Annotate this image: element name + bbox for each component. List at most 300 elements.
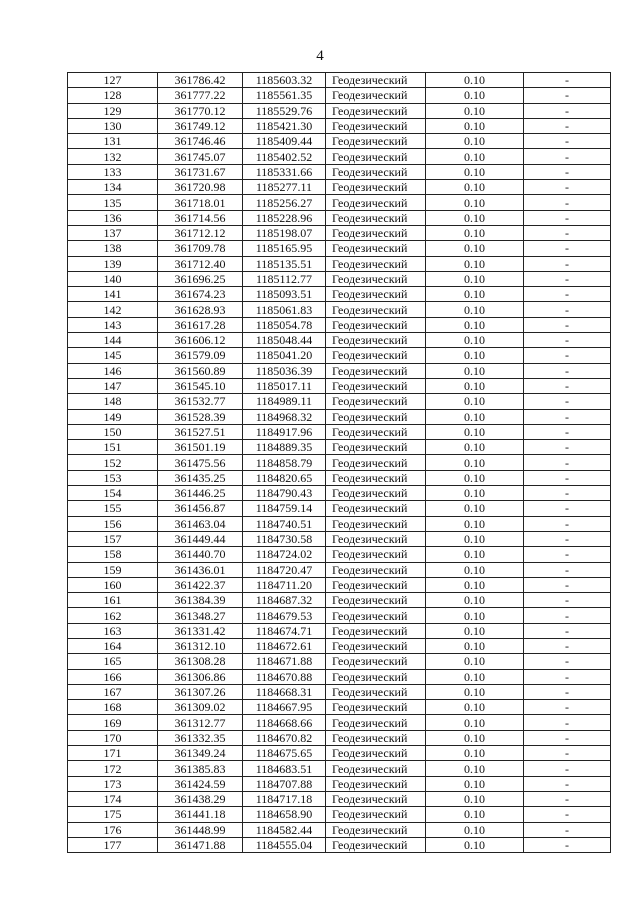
accuracy-cell: 0.10 <box>426 210 524 225</box>
accuracy-cell: 0.10 <box>426 378 524 393</box>
note-cell: - <box>524 684 611 699</box>
accuracy-cell: 0.10 <box>426 669 524 684</box>
note-cell: - <box>524 103 611 118</box>
table-row <box>68 317 611 332</box>
accuracy-cell: 0.10 <box>426 455 524 470</box>
y-coordinate-cell: 1185036.39 <box>243 363 326 378</box>
accuracy-cell: 0.10 <box>426 287 524 302</box>
note-cell: - <box>524 623 611 638</box>
note-cell: - <box>524 531 611 546</box>
table-row <box>68 256 611 271</box>
note-cell: - <box>524 837 611 852</box>
y-coordinate-cell: 1185228.96 <box>243 210 326 225</box>
accuracy-cell: 0.10 <box>426 822 524 837</box>
y-coordinate-cell: 1185048.44 <box>243 333 326 348</box>
y-coordinate-cell: 1185529.76 <box>243 103 326 118</box>
y-coordinate-cell: 1184670.82 <box>243 730 326 745</box>
accuracy-cell: 0.10 <box>426 256 524 271</box>
y-coordinate-cell: 1185409.44 <box>243 134 326 149</box>
y-coordinate-cell: 1184730.58 <box>243 531 326 546</box>
point-number-cell: 155 <box>68 501 158 516</box>
x-coordinate-cell: 361712.12 <box>158 225 243 240</box>
method-cell: Геодезический <box>326 149 426 164</box>
table-row <box>68 608 611 623</box>
table-row <box>68 409 611 424</box>
x-coordinate-cell: 361718.01 <box>158 195 243 210</box>
point-number-cell: 137 <box>68 225 158 240</box>
accuracy-cell: 0.10 <box>426 164 524 179</box>
x-coordinate-cell: 361309.02 <box>158 700 243 715</box>
x-coordinate-cell: 361714.56 <box>158 210 243 225</box>
accuracy-cell: 0.10 <box>426 593 524 608</box>
accuracy-cell: 0.10 <box>426 807 524 822</box>
table-row <box>68 180 611 195</box>
y-coordinate-cell: 1184670.88 <box>243 669 326 684</box>
x-coordinate-cell: 361348.27 <box>158 608 243 623</box>
y-coordinate-cell: 1184668.31 <box>243 684 326 699</box>
method-cell: Геодезический <box>326 180 426 195</box>
accuracy-cell: 0.10 <box>426 195 524 210</box>
accuracy-cell: 0.10 <box>426 654 524 669</box>
accuracy-cell: 0.10 <box>426 424 524 439</box>
method-cell: Геодезический <box>326 287 426 302</box>
x-coordinate-cell: 361312.10 <box>158 638 243 653</box>
accuracy-cell: 0.10 <box>426 761 524 776</box>
point-number-cell: 145 <box>68 348 158 363</box>
note-cell: - <box>524 424 611 439</box>
table-row <box>68 225 611 240</box>
x-coordinate-cell: 361385.83 <box>158 761 243 776</box>
x-coordinate-cell: 361306.86 <box>158 669 243 684</box>
x-coordinate-cell: 361628.93 <box>158 302 243 317</box>
method-cell: Геодезический <box>326 333 426 348</box>
point-number-cell: 164 <box>68 638 158 653</box>
y-coordinate-cell: 1184683.51 <box>243 761 326 776</box>
note-cell: - <box>524 333 611 348</box>
y-coordinate-cell: 1184658.90 <box>243 807 326 822</box>
point-number-cell: 169 <box>68 715 158 730</box>
accuracy-cell: 0.10 <box>426 531 524 546</box>
note-cell: - <box>524 378 611 393</box>
table-row <box>68 746 611 761</box>
y-coordinate-cell: 1184667.95 <box>243 700 326 715</box>
accuracy-cell: 0.10 <box>426 333 524 348</box>
point-number-cell: 158 <box>68 547 158 562</box>
accuracy-cell: 0.10 <box>426 623 524 638</box>
accuracy-cell: 0.10 <box>426 363 524 378</box>
x-coordinate-cell: 361424.59 <box>158 776 243 791</box>
x-coordinate-cell: 361617.28 <box>158 317 243 332</box>
accuracy-cell: 0.10 <box>426 394 524 409</box>
point-number-cell: 172 <box>68 761 158 776</box>
accuracy-cell: 0.10 <box>426 180 524 195</box>
y-coordinate-cell: 1184717.18 <box>243 791 326 806</box>
x-coordinate-cell: 361448.99 <box>158 822 243 837</box>
accuracy-cell: 0.10 <box>426 73 524 88</box>
x-coordinate-cell: 361446.25 <box>158 486 243 501</box>
y-coordinate-cell: 1185112.77 <box>243 271 326 286</box>
table-row <box>68 837 611 852</box>
note-cell: - <box>524 501 611 516</box>
point-number-cell: 174 <box>68 791 158 806</box>
x-coordinate-cell: 361440.70 <box>158 547 243 562</box>
x-coordinate-cell: 361307.26 <box>158 684 243 699</box>
method-cell: Геодезический <box>326 225 426 240</box>
method-cell: Геодезический <box>326 88 426 103</box>
x-coordinate-cell: 361436.01 <box>158 562 243 577</box>
y-coordinate-cell: 1185061.83 <box>243 302 326 317</box>
point-number-cell: 175 <box>68 807 158 822</box>
note-cell: - <box>524 88 611 103</box>
table-row <box>68 440 611 455</box>
method-cell: Геодезический <box>326 654 426 669</box>
table-row <box>68 118 611 133</box>
note-cell: - <box>524 654 611 669</box>
method-cell: Геодезический <box>326 363 426 378</box>
x-coordinate-cell: 361331.42 <box>158 623 243 638</box>
x-coordinate-cell: 361720.98 <box>158 180 243 195</box>
point-number-cell: 153 <box>68 470 158 485</box>
note-cell: - <box>524 180 611 195</box>
x-coordinate-cell: 361777.22 <box>158 88 243 103</box>
point-number-cell: 163 <box>68 623 158 638</box>
method-cell: Геодезический <box>326 776 426 791</box>
point-number-cell: 152 <box>68 455 158 470</box>
x-coordinate-cell: 361463.04 <box>158 516 243 531</box>
point-number-cell: 127 <box>68 73 158 88</box>
note-cell: - <box>524 638 611 653</box>
y-coordinate-cell: 1184675.65 <box>243 746 326 761</box>
table-row <box>68 807 611 822</box>
x-coordinate-cell: 361435.25 <box>158 470 243 485</box>
y-coordinate-cell: 1185135.51 <box>243 256 326 271</box>
table-row <box>68 271 611 286</box>
accuracy-cell: 0.10 <box>426 470 524 485</box>
method-cell: Геодезический <box>326 593 426 608</box>
point-number-cell: 134 <box>68 180 158 195</box>
accuracy-cell: 0.10 <box>426 271 524 286</box>
point-number-cell: 131 <box>68 134 158 149</box>
method-cell: Геодезический <box>326 501 426 516</box>
note-cell: - <box>524 822 611 837</box>
point-number-cell: 146 <box>68 363 158 378</box>
method-cell: Геодезический <box>326 348 426 363</box>
x-coordinate-cell: 361501.19 <box>158 440 243 455</box>
y-coordinate-cell: 1185017.11 <box>243 378 326 393</box>
y-coordinate-cell: 1184917.96 <box>243 424 326 439</box>
table-row <box>68 424 611 439</box>
y-coordinate-cell: 1185277.11 <box>243 180 326 195</box>
x-coordinate-cell: 361786.42 <box>158 73 243 88</box>
x-coordinate-cell: 361456.87 <box>158 501 243 516</box>
x-coordinate-cell: 361712.40 <box>158 256 243 271</box>
note-cell: - <box>524 409 611 424</box>
point-number-cell: 133 <box>68 164 158 179</box>
accuracy-cell: 0.10 <box>426 501 524 516</box>
method-cell: Геодезический <box>326 455 426 470</box>
note-cell: - <box>524 776 611 791</box>
method-cell: Геодезический <box>326 256 426 271</box>
x-coordinate-cell: 361308.28 <box>158 654 243 669</box>
method-cell: Геодезический <box>326 715 426 730</box>
accuracy-cell: 0.10 <box>426 134 524 149</box>
y-coordinate-cell: 1184790.43 <box>243 486 326 501</box>
y-coordinate-cell: 1185603.32 <box>243 73 326 88</box>
x-coordinate-cell: 361349.24 <box>158 746 243 761</box>
table-row <box>68 73 611 88</box>
y-coordinate-cell: 1184555.04 <box>243 837 326 852</box>
y-coordinate-cell: 1184582.44 <box>243 822 326 837</box>
y-coordinate-cell: 1184668.66 <box>243 715 326 730</box>
note-cell: - <box>524 256 611 271</box>
table-row <box>68 547 611 562</box>
point-number-cell: 170 <box>68 730 158 745</box>
table-row <box>68 88 611 103</box>
table-row <box>68 562 611 577</box>
method-cell: Геодезический <box>326 134 426 149</box>
note-cell: - <box>524 730 611 745</box>
note-cell: - <box>524 210 611 225</box>
method-cell: Геодезический <box>326 516 426 531</box>
accuracy-cell: 0.10 <box>426 409 524 424</box>
table-row <box>68 669 611 684</box>
method-cell: Геодезический <box>326 638 426 653</box>
coordinates-table-body <box>68 73 611 853</box>
note-cell: - <box>524 516 611 531</box>
accuracy-cell: 0.10 <box>426 486 524 501</box>
page-number: 4 <box>316 48 324 64</box>
note-cell: - <box>524 715 611 730</box>
point-number-cell: 141 <box>68 287 158 302</box>
table-row <box>68 195 611 210</box>
table-row <box>68 638 611 653</box>
accuracy-cell: 0.10 <box>426 440 524 455</box>
accuracy-cell: 0.10 <box>426 225 524 240</box>
method-cell: Геодезический <box>326 531 426 546</box>
y-coordinate-cell: 1184889.35 <box>243 440 326 455</box>
method-cell: Геодезический <box>326 730 426 745</box>
x-coordinate-cell: 361449.44 <box>158 531 243 546</box>
table-row <box>68 577 611 592</box>
x-coordinate-cell: 361749.12 <box>158 118 243 133</box>
method-cell: Геодезический <box>326 562 426 577</box>
note-cell: - <box>524 577 611 592</box>
table-row <box>68 134 611 149</box>
accuracy-cell: 0.10 <box>426 700 524 715</box>
accuracy-cell: 0.10 <box>426 118 524 133</box>
point-number-cell: 162 <box>68 608 158 623</box>
table-row <box>68 531 611 546</box>
method-cell: Геодезический <box>326 317 426 332</box>
accuracy-cell: 0.10 <box>426 562 524 577</box>
point-number-cell: 161 <box>68 593 158 608</box>
method-cell: Геодезический <box>326 822 426 837</box>
point-number-cell: 130 <box>68 118 158 133</box>
point-number-cell: 147 <box>68 378 158 393</box>
x-coordinate-cell: 361471.88 <box>158 837 243 852</box>
method-cell: Геодезический <box>326 195 426 210</box>
y-coordinate-cell: 1184740.51 <box>243 516 326 531</box>
x-coordinate-cell: 361579.09 <box>158 348 243 363</box>
accuracy-cell: 0.10 <box>426 516 524 531</box>
note-cell: - <box>524 317 611 332</box>
note-cell: - <box>524 73 611 88</box>
table-row <box>68 486 611 501</box>
method-cell: Геодезический <box>326 302 426 317</box>
note-cell: - <box>524 746 611 761</box>
x-coordinate-cell: 361746.46 <box>158 134 243 149</box>
accuracy-cell: 0.10 <box>426 684 524 699</box>
x-coordinate-cell: 361731.67 <box>158 164 243 179</box>
y-coordinate-cell: 1184759.14 <box>243 501 326 516</box>
note-cell: - <box>524 562 611 577</box>
table-row <box>68 378 611 393</box>
table-row <box>68 776 611 791</box>
note-cell: - <box>524 455 611 470</box>
method-cell: Геодезический <box>326 164 426 179</box>
point-number-cell: 168 <box>68 700 158 715</box>
point-number-cell: 149 <box>68 409 158 424</box>
accuracy-cell: 0.10 <box>426 837 524 852</box>
note-cell: - <box>524 791 611 806</box>
point-number-cell: 165 <box>68 654 158 669</box>
table-row <box>68 363 611 378</box>
method-cell: Геодезический <box>326 547 426 562</box>
method-cell: Геодезический <box>326 103 426 118</box>
y-coordinate-cell: 1185421.30 <box>243 118 326 133</box>
x-coordinate-cell: 361545.10 <box>158 378 243 393</box>
point-number-cell: 148 <box>68 394 158 409</box>
y-coordinate-cell: 1184989.11 <box>243 394 326 409</box>
accuracy-cell: 0.10 <box>426 608 524 623</box>
note-cell: - <box>524 195 611 210</box>
method-cell: Геодезический <box>326 577 426 592</box>
x-coordinate-cell: 361441.18 <box>158 807 243 822</box>
note-cell: - <box>524 394 611 409</box>
point-number-cell: 159 <box>68 562 158 577</box>
y-coordinate-cell: 1185041.20 <box>243 348 326 363</box>
table-row <box>68 455 611 470</box>
point-number-cell: 143 <box>68 317 158 332</box>
note-cell: - <box>524 348 611 363</box>
method-cell: Геодезический <box>326 424 426 439</box>
accuracy-cell: 0.10 <box>426 88 524 103</box>
x-coordinate-cell: 361332.35 <box>158 730 243 745</box>
note-cell: - <box>524 241 611 256</box>
note-cell: - <box>524 134 611 149</box>
x-coordinate-cell: 361312.77 <box>158 715 243 730</box>
point-number-cell: 135 <box>68 195 158 210</box>
point-number-cell: 142 <box>68 302 158 317</box>
table-row <box>68 684 611 699</box>
y-coordinate-cell: 1185093.51 <box>243 287 326 302</box>
accuracy-cell: 0.10 <box>426 577 524 592</box>
note-cell: - <box>524 700 611 715</box>
table-row <box>68 501 611 516</box>
table-row <box>68 394 611 409</box>
accuracy-cell: 0.10 <box>426 149 524 164</box>
table-row <box>68 210 611 225</box>
table-row <box>68 516 611 531</box>
method-cell: Геодезический <box>326 378 426 393</box>
method-cell: Геодезический <box>326 486 426 501</box>
note-cell: - <box>524 669 611 684</box>
note-cell: - <box>524 593 611 608</box>
method-cell: Геодезический <box>326 684 426 699</box>
method-cell: Геодезический <box>326 409 426 424</box>
table-row <box>68 730 611 745</box>
accuracy-cell: 0.10 <box>426 715 524 730</box>
point-number-cell: 140 <box>68 271 158 286</box>
x-coordinate-cell: 361528.39 <box>158 409 243 424</box>
note-cell: - <box>524 761 611 776</box>
note-cell: - <box>524 164 611 179</box>
method-cell: Геодезический <box>326 394 426 409</box>
table-row <box>68 287 611 302</box>
point-number-cell: 129 <box>68 103 158 118</box>
accuracy-cell: 0.10 <box>426 730 524 745</box>
note-cell: - <box>524 547 611 562</box>
y-coordinate-cell: 1184711.20 <box>243 577 326 592</box>
table-row <box>68 103 611 118</box>
y-coordinate-cell: 1185402.52 <box>243 149 326 164</box>
note-cell: - <box>524 149 611 164</box>
table-row <box>68 623 611 638</box>
note-cell: - <box>524 225 611 240</box>
table-row <box>68 348 611 363</box>
method-cell: Геодезический <box>326 608 426 623</box>
point-number-cell: 138 <box>68 241 158 256</box>
y-coordinate-cell: 1185198.07 <box>243 225 326 240</box>
table-row <box>68 822 611 837</box>
method-cell: Геодезический <box>326 241 426 256</box>
accuracy-cell: 0.10 <box>426 638 524 653</box>
x-coordinate-cell: 361696.25 <box>158 271 243 286</box>
note-cell: - <box>524 470 611 485</box>
y-coordinate-cell: 1184674.71 <box>243 623 326 638</box>
x-coordinate-cell: 361527.51 <box>158 424 243 439</box>
table-row <box>68 791 611 806</box>
method-cell: Геодезический <box>326 669 426 684</box>
accuracy-cell: 0.10 <box>426 103 524 118</box>
table-row <box>68 654 611 669</box>
y-coordinate-cell: 1184687.32 <box>243 593 326 608</box>
x-coordinate-cell: 361560.89 <box>158 363 243 378</box>
point-number-cell: 132 <box>68 149 158 164</box>
method-cell: Геодезический <box>326 623 426 638</box>
table-row <box>68 700 611 715</box>
point-number-cell: 156 <box>68 516 158 531</box>
table-row <box>68 164 611 179</box>
point-number-cell: 154 <box>68 486 158 501</box>
method-cell: Геодезический <box>326 837 426 852</box>
point-number-cell: 150 <box>68 424 158 439</box>
accuracy-cell: 0.10 <box>426 547 524 562</box>
y-coordinate-cell: 1184820.65 <box>243 470 326 485</box>
x-coordinate-cell: 361674.23 <box>158 287 243 302</box>
method-cell: Геодезический <box>326 440 426 455</box>
y-coordinate-cell: 1184858.79 <box>243 455 326 470</box>
table-row <box>68 593 611 608</box>
x-coordinate-cell: 361384.39 <box>158 593 243 608</box>
table-row <box>68 715 611 730</box>
table-row <box>68 302 611 317</box>
x-coordinate-cell: 361770.12 <box>158 103 243 118</box>
accuracy-cell: 0.10 <box>426 317 524 332</box>
x-coordinate-cell: 361532.77 <box>158 394 243 409</box>
method-cell: Геодезический <box>326 470 426 485</box>
accuracy-cell: 0.10 <box>426 302 524 317</box>
